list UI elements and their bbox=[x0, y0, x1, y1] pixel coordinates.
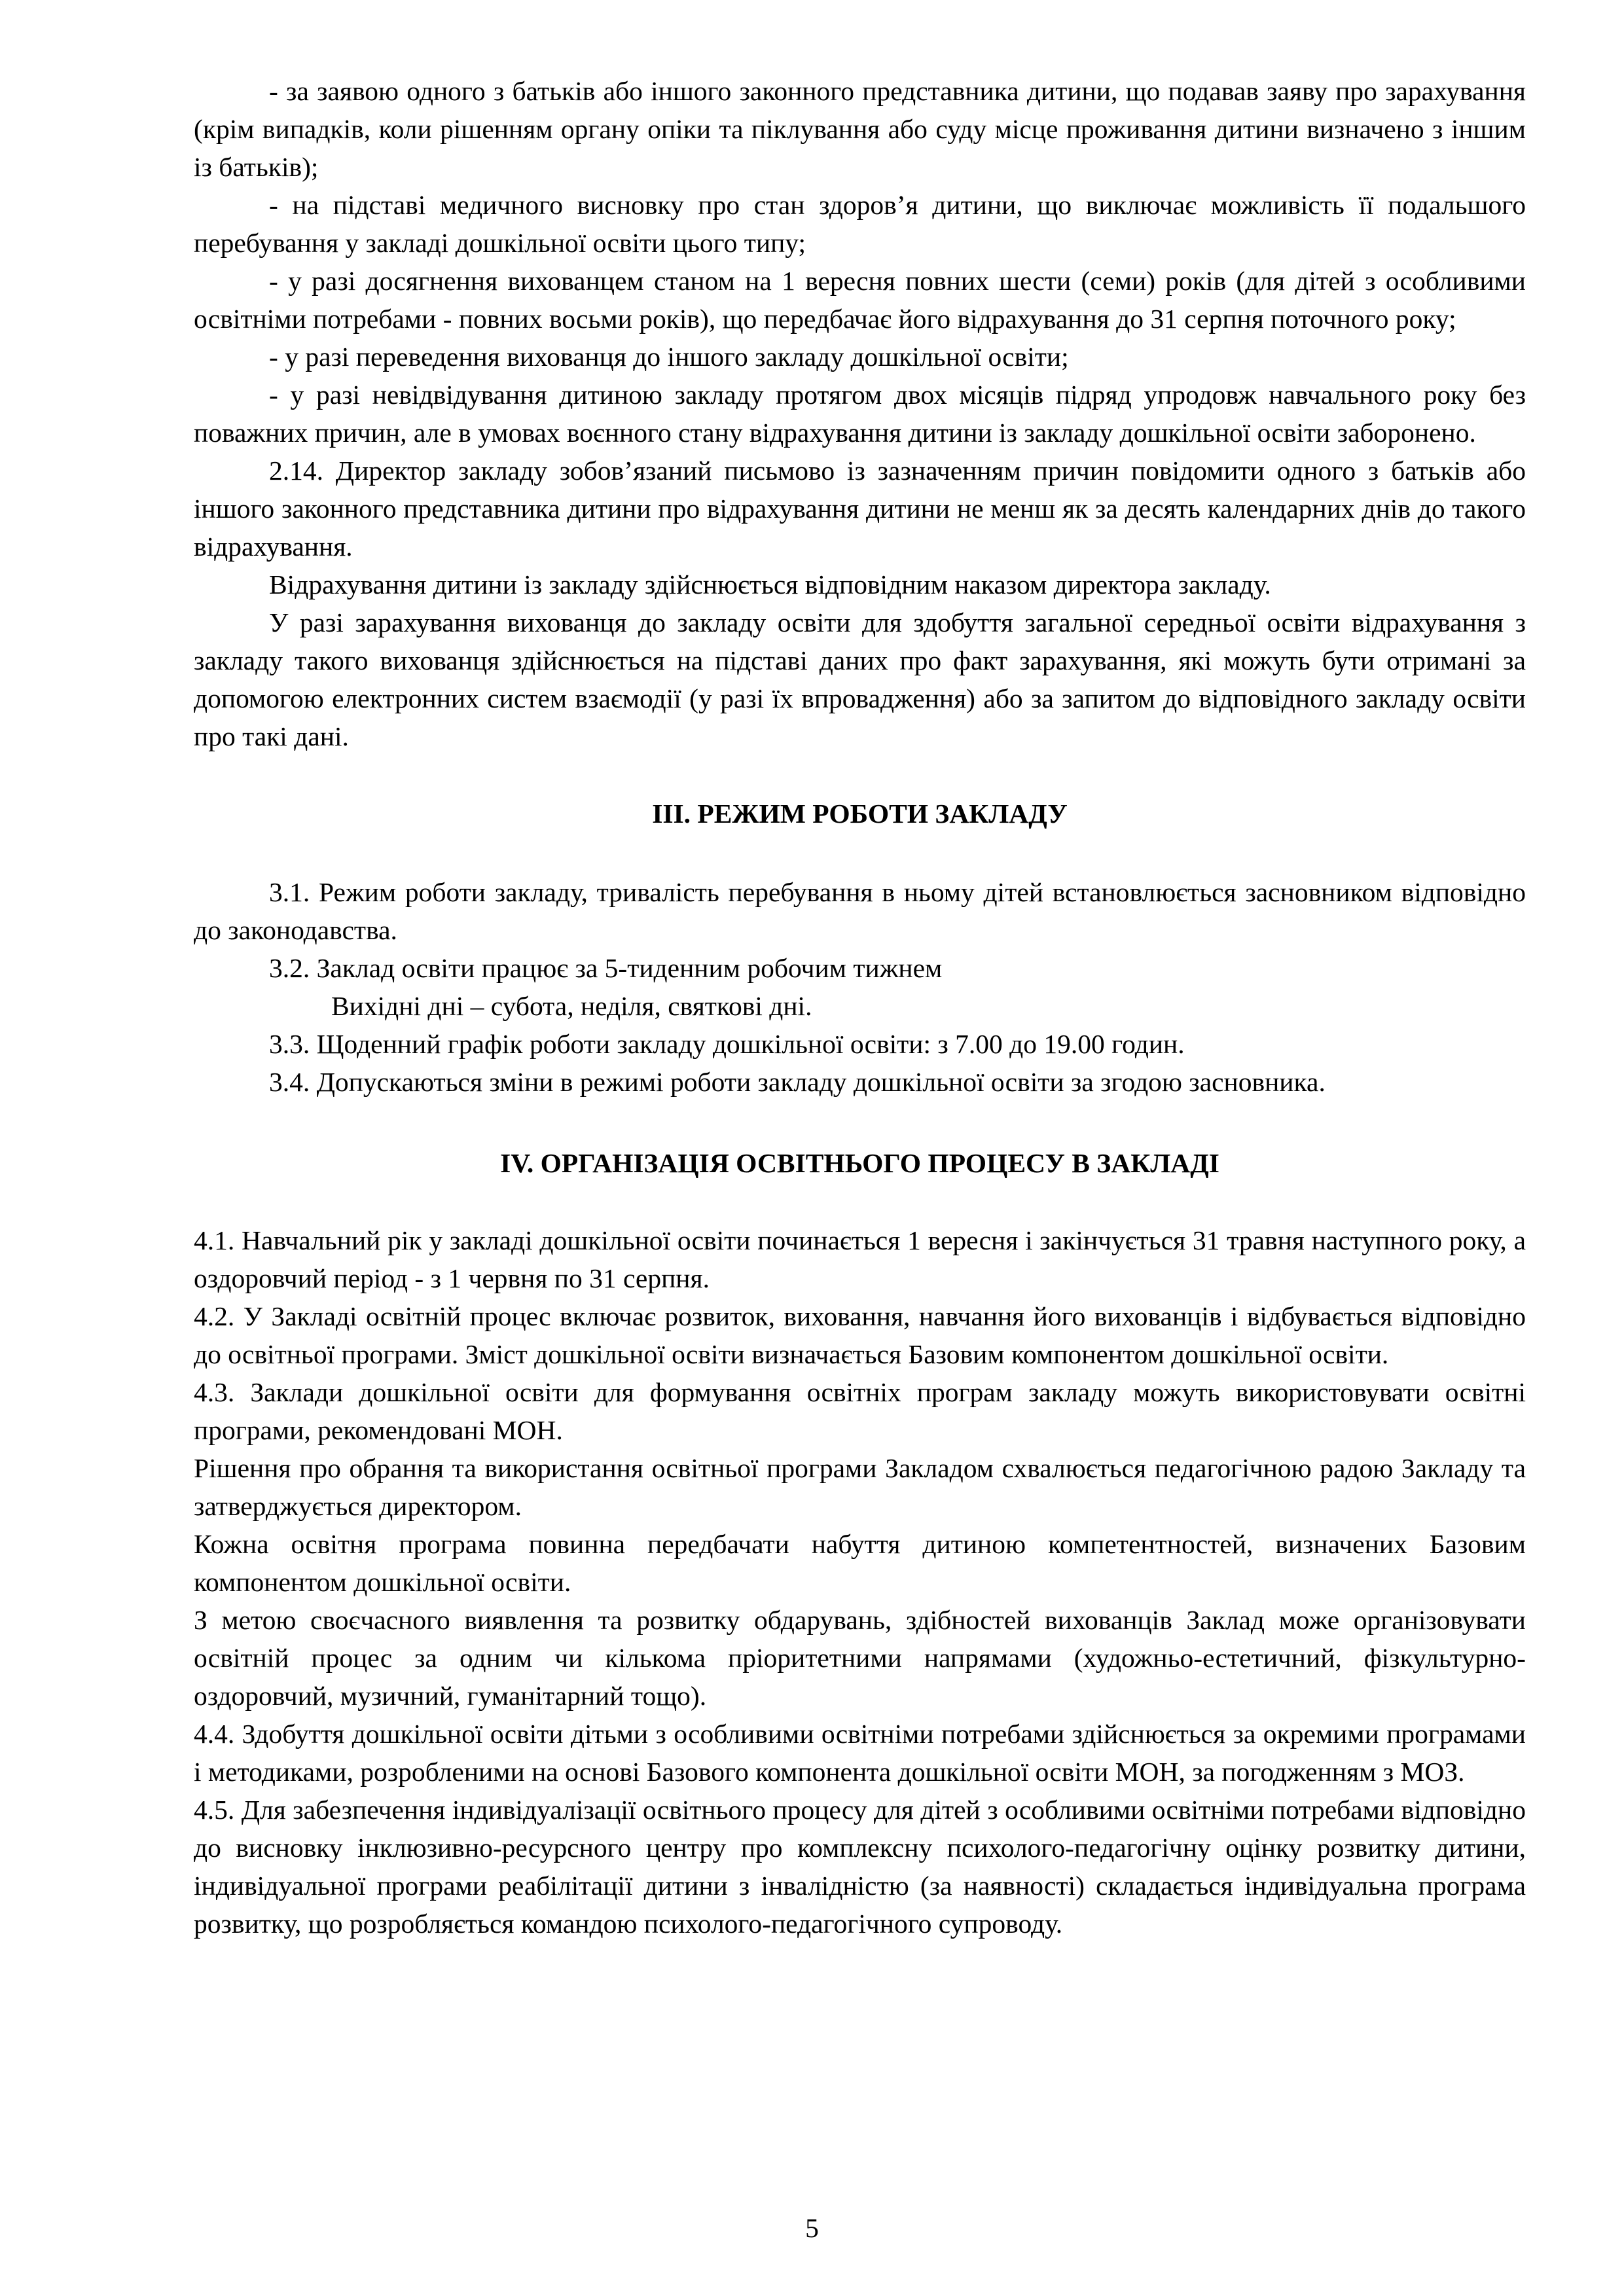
paragraph-days-off: Вихідні дні – субота, неділя, святкові дні. bbox=[331, 991, 812, 1021]
section-3-heading: ІІІ. РЕЖИМ РОБОТИ ЗАКЛАДУ bbox=[652, 798, 1068, 829]
paragraph-3-1: 3.1. Режим роботи закладу, тривалість перебування в ньому дітей встановлюється засновником відповідно до законодавства. bbox=[194, 877, 1526, 945]
page-number: 5 bbox=[805, 2213, 819, 2243]
paragraph-4-4: 4.4. Здобуття дошкільної освіти дітьми з особливими освітніми потребами здійснюється за окремими програмами і методиками, розробленими на основі Базового компонента дошкільної освіти МОН, за погодженням з МОЗ. bbox=[194, 1719, 1526, 1787]
paragraph-2-14: 2.14. Директор закладу зобов’язаний письмово із зазначенням причин повідомити одного з батьків або іншого законного представника дитини про відрахування дитини не менш як за десять календарних днів до такого відрахування. bbox=[194, 456, 1526, 562]
paragraph-expulsion-order: Відрахування дитини із закладу здійснюється відповідним наказом директора закладу. bbox=[269, 569, 1271, 600]
paragraph-expulsion-secondary-school: У разі зарахування вихованця до закладу освіти для здобуття загальної середньої освіти відрахування з закладу такого вихованця здійснюється на підставі даних про факт зарахування, які можуть бути отримані за допомогою електронних систем взаємодії (у разі їх впровадження) або за запитом до відповідного закладу освіти про такі дані. bbox=[194, 607, 1526, 751]
section-3-body bbox=[194, 873, 1526, 1101]
paragraph-expulsion-transfer: - у разі переведення вихованця до іншого закладу дошкільної освіти; bbox=[269, 342, 1069, 372]
paragraph-program-competencies: Кожна освітня програма повинна передбачати набуття дитиною компетентностей, визначених Базовим компонентом дошкільної освіти. bbox=[194, 1529, 1526, 1597]
section-4-heading: ІV. ОРГАНІЗАЦІЯ ОСВІТНЬОГО ПРОЦЕСУ В ЗАКЛАДІ bbox=[500, 1148, 1219, 1178]
paragraph-expulsion-age: - у разі досягнення вихованцем станом на 1 вересня повних шести (семи) років (для дітей з особливими освітніми потребами - повних восьми років), що передбачає його відрахування до 31 серпня поточного року; bbox=[194, 266, 1526, 334]
paragraph-expulsion-absence: - у разі невідвідування дитиною закладу протягом двох місяців підряд упродовж навчального року без поважних причин, але в умовах воєнного стану відрахування дитини із закладу дошкільної освіти заборонено. bbox=[194, 380, 1526, 448]
section-4-body bbox=[194, 1221, 1526, 1943]
paragraph-3-3: 3.3. Щоденний графік роботи закладу дошкільної освіти: з 7.00 до 19.00 годин. bbox=[269, 1029, 1185, 1059]
paragraph-expulsion-medical: - на підставі медичного висновку про стан здоров’я дитини, що виключає можливість її подальшого перебування у закладі дошкільної освіти цього типу; bbox=[194, 190, 1526, 258]
document-page bbox=[194, 72, 1526, 1943]
paragraph-3-4: 3.4. Допускаються зміни в режимі роботи закладу дошкільної освіти за згодою засновника. bbox=[269, 1067, 1326, 1097]
paragraph-program-approval: Рішення про обрання та використання освітньої програми Закладом схвалюється педагогічною радою Закладу та затверджується директором. bbox=[194, 1453, 1526, 1521]
paragraph-expulsion-parent-request: - за заявою одного з батьків або іншого законного представника дитини, що подавав заяву про зарахування (крім випадків, коли рішенням органу опіки та піклування або суду місце проживання дитини визначено з іншим із батьків); bbox=[194, 76, 1526, 182]
paragraph-4-2: 4.2. У Закладі освітній процес включає розвиток, виховання, навчання його вихованців і відбувається відповідно до освітньої програми. Зміст дошкільної освіти визначається Базовим компонентом дошкільної освіти. bbox=[194, 1301, 1526, 1369]
paragraph-4-5: 4.5. Для забезпечення індивідуалізації освітнього процесу для дітей з особливими освітніми потребами відповідно до висновку інклюзивно-ресурсного центру про комплексну психолого-педагогічну оцінку розвитку дитини, індивідуальної програми реабілітації дитини з інвалідністю (за наявності) складається індивідуальна програма розвитку, що розробляється командою психолого-педагогічного супроводу. bbox=[194, 1795, 1526, 1939]
paragraph-4-3: 4.3. Заклади дошкільної освіти для формування освітніх програм закладу можуть використовувати освітні програми, рекомендовані МОН. bbox=[194, 1377, 1526, 1445]
section-2-continuation bbox=[194, 72, 1526, 755]
paragraph-3-2: 3.2. Заклад освіти працює за 5-тиденним робочим тижнем bbox=[269, 953, 943, 983]
paragraph-talent-development: З метою своєчасного виявлення та розвитку обдарувань, здібностей вихованців Заклад може організовувати освітній процес за одним чи кількома пріоритетними напрямами (художньо-естетичний, фізкультурно-оздоровчий, музичний, гуманітарний тощо). bbox=[194, 1605, 1526, 1711]
paragraph-4-1: 4.1. Навчальний рік у закладі дошкільної освіти починається 1 вересня і закінчується 31 травня наступного року, а оздоровчий період - з 1 червня по 31 серпня. bbox=[194, 1225, 1526, 1293]
